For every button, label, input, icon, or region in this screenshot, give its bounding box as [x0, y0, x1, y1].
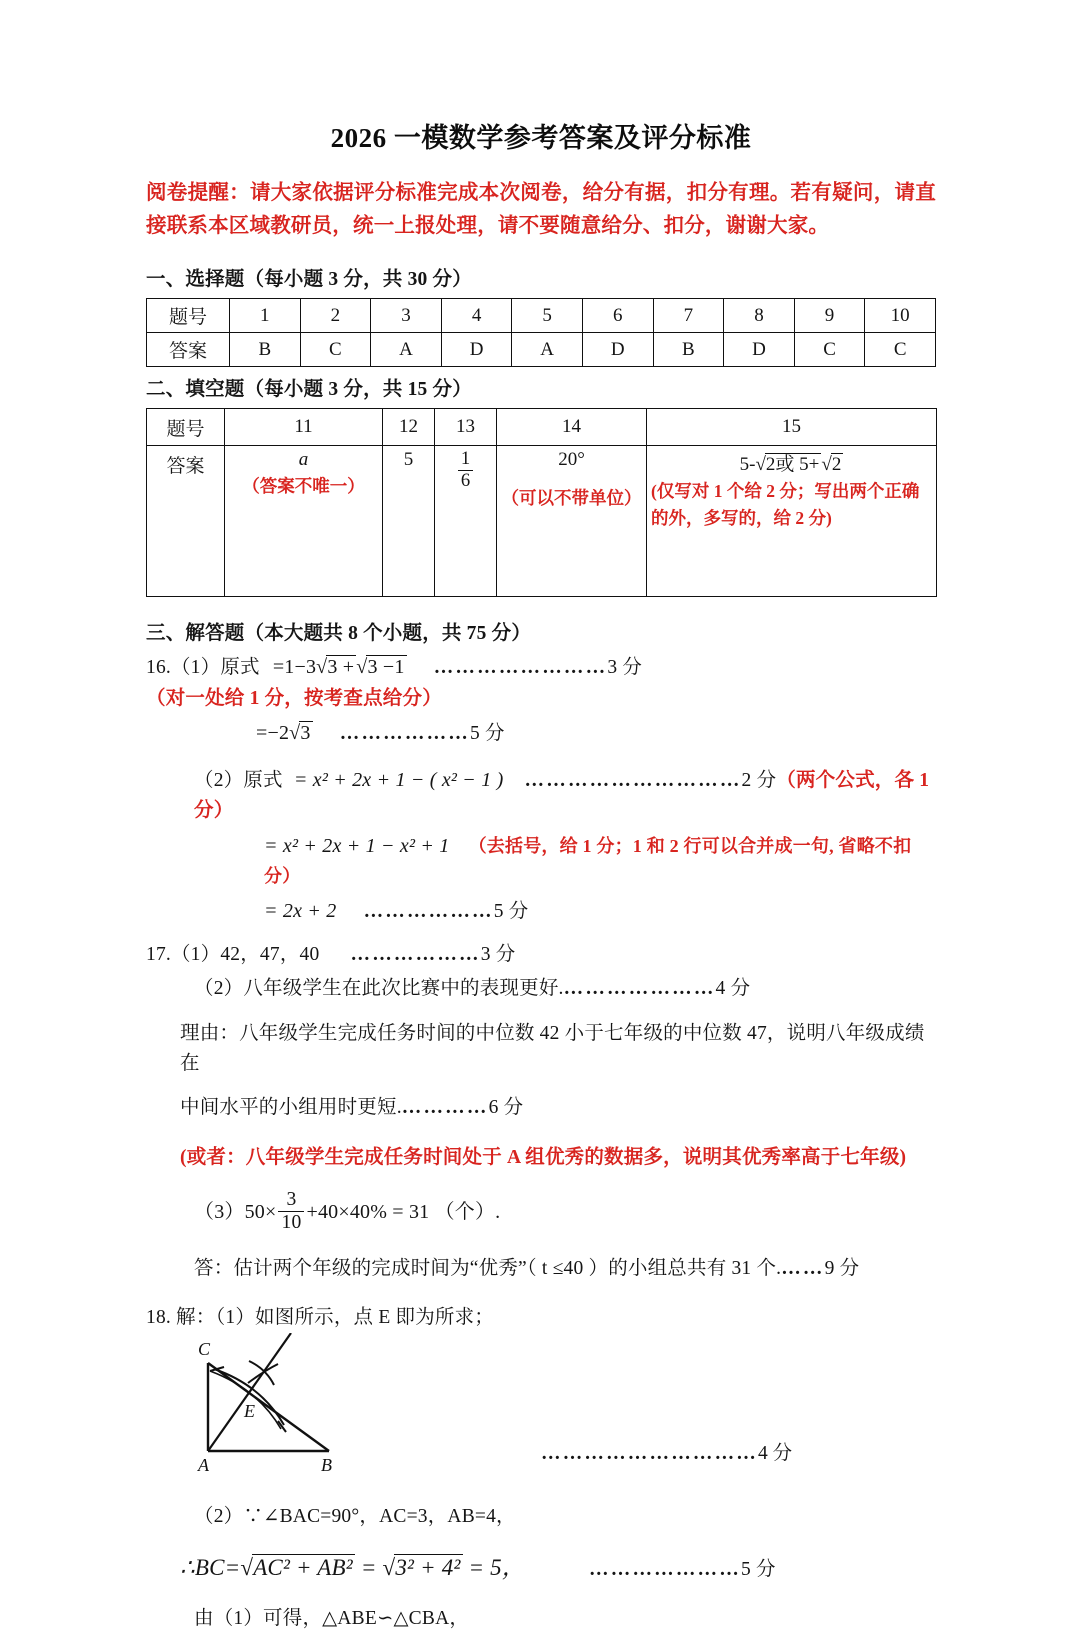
q18-p2-score: 5 分	[740, 1559, 776, 1580]
fraction-numerator: 1	[460, 448, 471, 470]
cell-answer: C	[794, 333, 865, 367]
sqrt-icon: √3² + 4²	[382, 1555, 461, 1580]
cell-answer-14	[497, 446, 647, 597]
intersection-arc-2	[248, 1364, 278, 1383]
fraction-numerator: 3	[286, 1189, 297, 1211]
q17-reason-score: 6 分	[488, 1097, 524, 1119]
cell-label-number: 题号	[147, 409, 225, 446]
section-heading-fill: 二、填空题（每小题 3 分，共 15 分）	[146, 379, 472, 401]
cell-answer: D	[441, 333, 512, 367]
q17-p3-expr-pre: （3）50×	[194, 1200, 277, 1223]
cell-label-answer: 答案	[147, 446, 225, 597]
cell-number: 4	[441, 299, 512, 333]
q16-dots-2: ………………	[339, 722, 470, 744]
q17-alt-reason-note: (或者：八年级学生完成任务时间处于 A 组优秀的数据多，说明其优秀率高于七年级)	[180, 1147, 907, 1169]
q17-conclusion-dots: ……	[781, 1258, 825, 1280]
q17-p1-dots: ………………	[350, 944, 481, 966]
answer-12-value: 5	[403, 449, 414, 471]
q16-p2-score-1: 2 分	[741, 770, 777, 792]
cell-number: 6	[582, 299, 653, 333]
grading-reminder: 阅卷提醒：请大家依据评分标准完成本次阅卷，给分有据，扣分有理。若有疑问，请直接联系本区域教研员，统一上报处理，请不要随意给分、扣分，谢谢大家。	[146, 182, 936, 238]
q17-part3	[146, 1189, 936, 1234]
q17-p1-score: 3 分	[480, 944, 516, 966]
q17-p3-expr	[194, 1189, 501, 1234]
cell-answer: D	[724, 333, 795, 367]
cell-label-answer: 答案	[147, 333, 230, 367]
page-title: 2026 一模数学参考答案及评分标准	[330, 123, 752, 153]
q18-bc-expression	[180, 1555, 531, 1580]
sqrt-icon: √2或 5+	[755, 454, 820, 476]
cell-number: 5	[512, 299, 583, 333]
section-heading-choice: 一、选择题（每小题 3 分，共 30 分）	[146, 269, 472, 291]
q16-score-2: 5 分	[469, 722, 505, 744]
q16-part2-line1	[146, 765, 936, 826]
q16-note-1: （对一处给 1 分，按考查点给分）	[146, 687, 442, 709]
table-row-answers	[147, 446, 937, 597]
fill-blank-table	[146, 408, 937, 597]
fraction-denominator: 10	[278, 1211, 304, 1234]
q17-reason-dots: …………	[401, 1097, 489, 1119]
cell-answer-15	[647, 446, 937, 597]
q17-part2	[146, 974, 936, 1004]
answer-15-part-c: 2	[831, 454, 842, 476]
q17-reason-text: 中间水平的小组用时更短.	[180, 1097, 402, 1119]
cell-answer: A	[512, 333, 583, 367]
cell-answer: B	[230, 333, 301, 367]
sqrt-icon: √3	[289, 721, 311, 744]
cell-number: 10	[865, 299, 936, 333]
cell-answer: B	[653, 333, 724, 367]
q16-label-2: （2）原式	[194, 770, 283, 792]
q17-p3-expr-post: +40×40% = 31 （个）.	[306, 1200, 501, 1223]
cell-number: 9	[794, 299, 865, 333]
q16-part2-line3	[146, 896, 936, 927]
q18-part2-given: （2）∵∠BAC=90°，AC=3，AB=4，	[194, 1505, 516, 1527]
cell-number: 2	[300, 299, 371, 333]
label-B: B	[321, 1454, 332, 1475]
q16-dots-1: ……………………	[433, 657, 608, 679]
q16-p2-expr-2: = x² + 2x + 1 − x² + 1	[264, 834, 450, 857]
q16-part1-line2	[146, 718, 936, 749]
q16-p2-dots-1: …………………………	[524, 770, 742, 792]
q18-part2-calc	[146, 1550, 936, 1586]
cell-number: 15	[647, 409, 937, 446]
q17-conclusion-score: 9 分	[824, 1258, 860, 1280]
q16-expr-2-b: 3	[300, 721, 311, 744]
cell-number: 8	[724, 299, 795, 333]
cell-answer: D	[582, 333, 653, 367]
answer-14-value: 20°	[558, 449, 585, 471]
answer-13-fraction	[458, 449, 473, 492]
q17-reason-line2	[146, 1093, 936, 1123]
q17-p2-dots: …………………	[563, 978, 716, 1000]
section-heading-solution: 三、解答题（本大题共 8 个小题，共 75 分）	[146, 623, 532, 645]
q18-part1: 18. 解：（1）如图所示，点 E 即为所求；	[146, 1306, 495, 1328]
q17-fraction	[278, 1189, 304, 1234]
table-row-numbers	[147, 409, 937, 446]
q16-p2-expr-1: = x² + 2x + 1 − ( x² − 1 )	[293, 769, 504, 792]
fraction-denominator: 6	[458, 470, 473, 492]
q18-radicand-1: AC² + AB²	[253, 1555, 353, 1580]
q16-p2-expr-3: = 2x + 2	[264, 899, 337, 922]
q16-score-1: 3 分	[607, 657, 643, 679]
q18-part1-score-line	[541, 1437, 792, 1465]
q16-expr-1	[273, 656, 412, 678]
q17-reason-line1: 理由：八年级学生完成任务时间的中位数 42 小于七年级的中位数 47，说明八年级成绩在	[180, 1022, 925, 1074]
cell-answer: C	[865, 333, 936, 367]
q16-expr-1-c: 3 −1	[367, 656, 405, 679]
cell-number: 7	[653, 299, 724, 333]
q18-p1-dots: …………………………	[541, 1442, 758, 1464]
q18-similarity: 由（1）可得，△ABE∽△CBA，	[194, 1607, 470, 1629]
answer-15-value	[651, 449, 932, 476]
table-row-numbers	[147, 299, 936, 333]
q16-p2-note-2: （去括号，给 1 分；1 和 2 行可以合并成一句, 省略不扣分）	[264, 835, 912, 886]
q18-p2-dots: …………………	[589, 1559, 741, 1580]
sqrt-icon: √2	[821, 454, 842, 476]
cell-number: 11	[225, 409, 383, 446]
q17-conclusion	[146, 1254, 936, 1284]
cell-number: 14	[497, 409, 647, 446]
geometry-figure-wrapper	[146, 1337, 936, 1502]
q16-part2-line2	[146, 831, 936, 892]
q16-p2-score-3: 5 分	[493, 900, 529, 922]
multiple-choice-table	[146, 298, 936, 367]
q16-p2-note-1: （两个公式，各 1 分）	[194, 770, 930, 822]
q17-p1-text: 17.（1）42，47，40	[146, 944, 320, 966]
answer-11-value: a	[298, 449, 309, 471]
q18-radicand-2: 3² + 4²	[395, 1555, 461, 1580]
answer-15-note: (仅写对 1 个给 2 分；写出两个正确的外，多写的，给 2 分)	[651, 481, 920, 528]
sqrt-icon: √3 −1	[356, 656, 405, 679]
q17-part1	[146, 940, 936, 970]
q16-expr-2-a: =−2	[256, 721, 290, 744]
cell-number: 13	[435, 409, 497, 446]
cell-label-number: 题号	[147, 299, 230, 333]
q16-p2-dots-3: ………………	[363, 900, 494, 922]
page-content	[146, 0, 936, 1634]
q18-bc-pre: ∴BC=	[180, 1555, 241, 1580]
q16-part1-line1	[146, 652, 936, 713]
q17-p2-text: （2）八年级学生在此次比赛中的表现更好.	[194, 978, 564, 1000]
table-row-answers	[147, 333, 936, 367]
q16-expr-1-a: =1−3	[272, 656, 317, 679]
cell-answer: A	[371, 333, 442, 367]
cell-number: 12	[383, 409, 435, 446]
q18-bc-mid: =	[360, 1555, 377, 1580]
q16-label: 16.（1）原式	[146, 657, 260, 679]
label-A: A	[198, 1454, 209, 1475]
cell-answer-11	[225, 446, 383, 597]
answer-15-part-b: 2或 5+	[765, 454, 820, 476]
q18-bc-post: = 5，	[468, 1555, 526, 1580]
answer-14-note: （可以不带单位）	[501, 488, 642, 509]
triangle-construction-diagram	[186, 1333, 526, 1498]
q17-conclusion-text: 答：估计两个年级的完成时间为“优秀”（ t ≤40 ）的小组总共有 31 个.	[194, 1258, 782, 1280]
q17-p2-score: 4 分	[715, 978, 751, 1000]
cell-number: 1	[230, 299, 301, 333]
cell-answer-13	[435, 446, 497, 597]
cell-answer: C	[300, 333, 371, 367]
label-C: C	[198, 1338, 211, 1359]
answer-11-note: （答案不唯一）	[242, 476, 365, 497]
q18-p1-score: 4 分	[758, 1442, 793, 1464]
sqrt-icon: √3 +	[316, 656, 355, 679]
q16-expr-2	[256, 722, 318, 744]
q16-expr-1-b: 3 +	[327, 656, 355, 679]
sqrt-icon: √AC² + AB²	[240, 1555, 353, 1580]
cell-answer-12	[383, 446, 435, 597]
cell-number: 3	[371, 299, 442, 333]
answer-15-part-a: 5-	[739, 454, 756, 476]
label-E: E	[244, 1400, 255, 1421]
